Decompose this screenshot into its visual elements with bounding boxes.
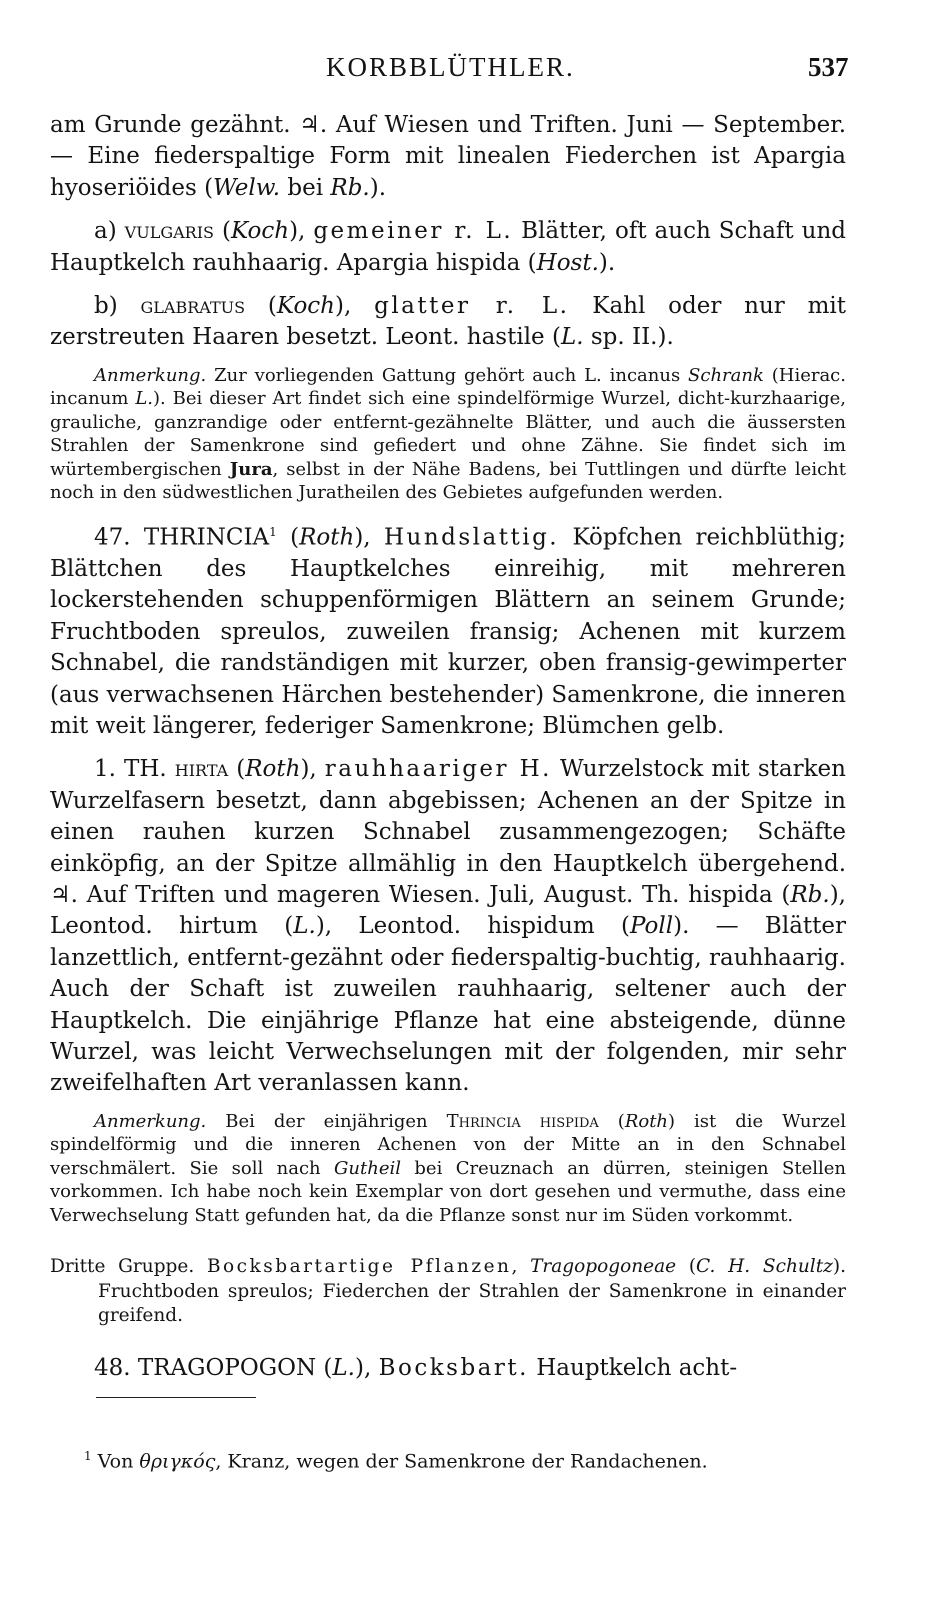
author-citation: Koch — [276, 293, 335, 320]
text: ( — [598, 1110, 625, 1132]
text: b) — [94, 293, 141, 320]
remark-note-2 — [50, 1110, 846, 1228]
species-name: hirta — [174, 756, 229, 783]
author-citation: L. — [560, 324, 584, 351]
text: ). — [598, 249, 616, 276]
text: ( — [214, 218, 231, 245]
paragraph-continuation — [50, 110, 846, 204]
author-citation: Poll — [629, 913, 674, 940]
text: Von — [91, 1450, 140, 1473]
text: , Kranz, wegen der Samenkrone der Randachenen. — [215, 1450, 708, 1473]
text: (Hierac. incanum — [50, 364, 846, 410]
author-citation: Rb. — [330, 174, 370, 201]
remark-label: Anmerkung. — [94, 364, 207, 386]
header-title: KORBBLÜTHLER. — [326, 52, 575, 82]
footnote-marker: 1 — [84, 1449, 92, 1463]
text: , selbst in der Nähe Badens, bei Tuttlingen und dürfte leicht noch in den südwestlichen Juratheilen des Gebietes aufgefunden werden. — [50, 458, 846, 504]
text: ( — [245, 293, 277, 320]
genus-48-tragopogon — [50, 1353, 846, 1384]
text: ), Leontod. hirtum ( — [50, 881, 846, 940]
species-number: 1. TH. — [94, 756, 175, 783]
genus-heading: 48. TRAGOPOGON — [94, 1354, 317, 1381]
author-citation: Roth — [299, 524, 355, 551]
text: Hauptkelch acht- — [528, 1354, 738, 1381]
author-citation: Gutheil — [334, 1157, 401, 1179]
text: ). Fruchtboden spreulos; Fiederchen der Strahlen der Samenkrone in einander greifend. — [98, 1256, 846, 1327]
genus-heading: 47. THRINCIA — [94, 524, 270, 551]
author-citation: Rb. — [790, 881, 830, 908]
remark-note-1 — [50, 364, 846, 505]
author-citation: L. — [293, 913, 316, 940]
common-name: rauhhaariger H. — [324, 756, 552, 783]
author-citation: Host. — [536, 249, 599, 276]
group-latin-name: Tragopogoneae — [530, 1256, 677, 1278]
page-number: 537 — [808, 52, 849, 82]
text: ). Bei dieser Art findet sich eine spindelförmige Wurzel, dicht-kurzhaarige, grauliche, ganzrandige oder entfernt-gezähnelte Blätter, und auch die äussersten Strahlen der Samenkrone sind gefiedert und ohne Zähne. Sie findet sich im würtembergischen — [50, 388, 846, 480]
text: ), Leontod. hispidum ( — [315, 913, 630, 940]
greek-word: θριγκός — [139, 1450, 216, 1473]
common-name: Hundslattig. — [383, 524, 560, 551]
species-name: Thrincia hispida — [446, 1110, 599, 1132]
author-citation: L. — [332, 1354, 355, 1381]
author-citation: Roth — [624, 1110, 669, 1132]
author-citation: Schrank — [688, 364, 764, 386]
author-citation: C. H. Schultz — [696, 1256, 833, 1278]
common-name: gemeiner r. L. — [313, 218, 514, 245]
place-name: Jura — [229, 458, 273, 480]
text: am Grunde gezähnt. ♃. Auf Wiesen und Triften. Juni — September. — Eine fiederspaltige Form mit linealen Fiederchen ist Apargia hyoseriöides ( — [50, 112, 846, 201]
variety-name: vulgaris — [124, 218, 214, 245]
text: bei — [280, 174, 331, 201]
text: ). — [369, 174, 387, 201]
group-heading-third — [50, 1255, 846, 1329]
text: ), — [354, 1354, 379, 1381]
variety-b-glabratus — [50, 291, 846, 354]
author-citation: Koch — [230, 218, 290, 245]
author-citation: L. — [135, 388, 154, 410]
text: bei Creuznach an dürren, steinigen Stellen vorkommen. Ich habe noch kein Exemplar von dort gesehen und vermuthe, dass eine Verwechselung Statt gefunden hat, da die Pflanze sonst nur im Süden vorkommt. — [50, 1157, 847, 1226]
text: ), — [334, 293, 375, 320]
text: ), — [289, 218, 314, 245]
running-header — [0, 52, 930, 92]
group-name: Bocksbartartige Pflanzen — [206, 1256, 512, 1278]
text: ( — [276, 524, 300, 551]
genus-47-thrincia — [50, 517, 846, 743]
text: ) ist die Wurzel spindelförmig und die inneren Achenen von der Mitte an in den Schnabel verschmälert. Sie soll nach — [50, 1110, 847, 1179]
text: Kahl oder nur mit zerstreuten Haaren besetzt. Leont. hastile ( — [50, 293, 846, 351]
text: ( — [676, 1256, 697, 1278]
footnote-rule — [96, 1397, 256, 1398]
text: ). — Blätter lanzettlich, entfernt-gezähnt oder fiederspaltig-buchtig, rauhhaarig. Auch der Schaft ist zuweilen rauhhaarig, seltener auch der Hauptkelch. Die einjährige Pflanze hat eine absteigende, dünne Wurzel, was leicht Verwechselungen mit der folgenden, mir sehr zweifelhaften Art veranlassen kann. — [50, 913, 846, 1097]
author-citation: Roth — [245, 756, 301, 783]
remark-label: Anmerkung. — [94, 1110, 207, 1132]
text: , — [511, 1256, 531, 1278]
species-1-th-hirta — [50, 754, 846, 1099]
page-body — [50, 110, 846, 1384]
text: sp. II.). — [583, 324, 674, 351]
text: a) — [94, 218, 125, 245]
variety-a-vulgaris — [50, 216, 846, 279]
text: Blätter, oft auch Schaft und Hauptkelch rauhhaarig. Apargia hispida ( — [50, 218, 846, 276]
variety-name: glabratus — [140, 293, 246, 320]
text: Zur vorliegenden Gattung gehört auch L. incanus — [206, 364, 689, 386]
author-citation: Welw. — [213, 174, 281, 201]
text: Köpfchen reichblüthig; Blättchen des Hauptkelches einreihig, mit mehreren lockerstehenden schuppenförmigen Blättern an seinem Grunde; Fruchtboden spreulos, zuweilen fransig; Achenen mit kurzem Schnabel, die randständigen mit kurzer, oben fransig-gewimperter (aus verwachsenen Härchen bestehender) Samenkrone, die inneren mit weit längerer, federiger Samenkrone; Blümchen gelb. — [50, 524, 846, 739]
common-name: glatter r. L. — [374, 293, 570, 320]
text: ( — [228, 756, 246, 783]
footnote-marker: 1 — [269, 524, 277, 539]
text: ), — [300, 756, 325, 783]
footnote — [84, 1443, 844, 1474]
text: ), — [354, 524, 384, 551]
text: Wurzelstock mit starken Wurzelfasern besetzt, dann abgebissen; Achenen an der Spitze in einen rauhen kurzen Schnabel zusammengezogen; Schäfte einköpfig, an der Spitze allmählig in den Hauptkelch übergehend. ♃. Auf Triften und mageren Wiesen. Juli, August. Th. hispida ( — [50, 756, 846, 908]
common-name: Bocksbart. — [378, 1354, 529, 1381]
text: Bei der einjährigen — [206, 1110, 447, 1132]
text: ( — [316, 1354, 333, 1381]
group-label: Dritte Gruppe. — [50, 1256, 207, 1278]
